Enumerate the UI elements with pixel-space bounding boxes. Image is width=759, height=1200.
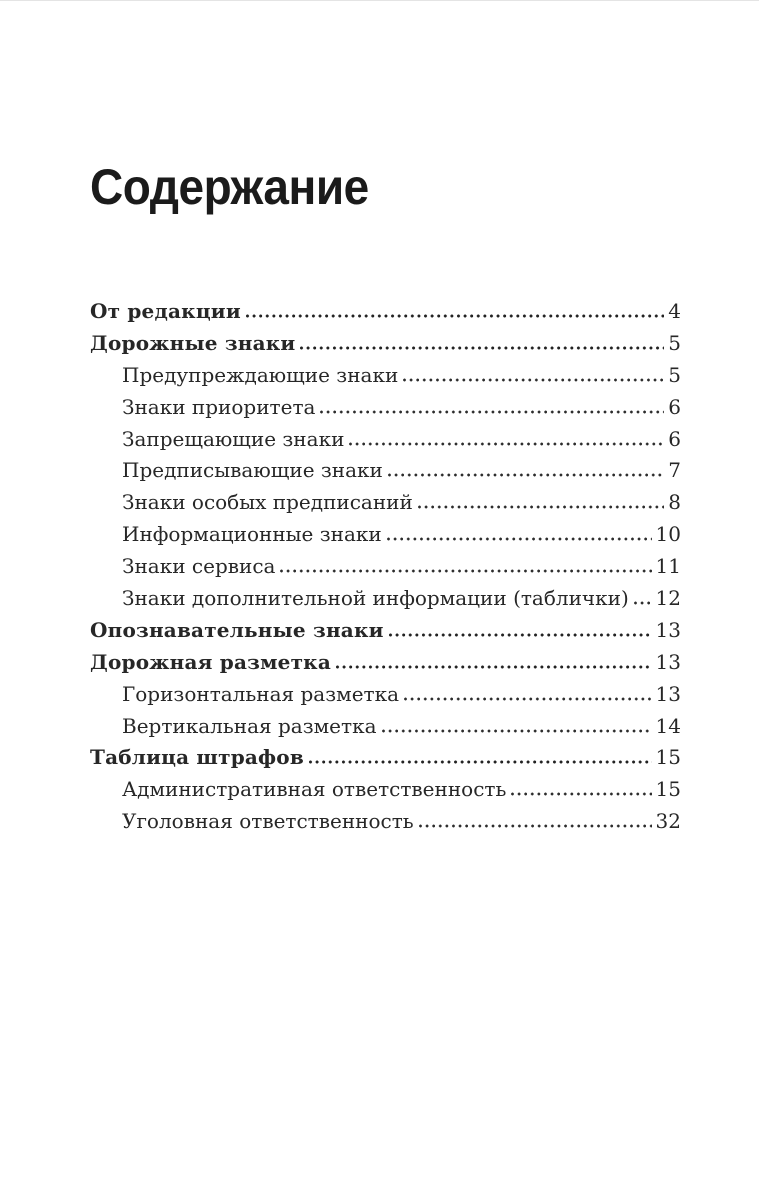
toc-entry <box>90 331 681 363</box>
toc-entry-label: Дорожная разметка <box>90 649 331 674</box>
toc-entry-label: Предупреждающие знаки <box>122 362 399 387</box>
dot-leader <box>511 792 651 796</box>
toc-entry-page-number: 15 <box>655 777 681 802</box>
dot-leader <box>388 473 664 477</box>
toc-entry-label: Опознавательные знаки <box>90 617 384 642</box>
toc-entry-page-number: 6 <box>668 394 681 419</box>
toc-entry-label: Дорожные знаки <box>90 330 296 355</box>
dot-leader <box>634 601 652 605</box>
page-top-edge-line <box>0 0 759 1</box>
toc-entry <box>90 745 681 777</box>
dot-leader <box>419 824 652 828</box>
dot-leader <box>349 442 664 446</box>
toc-entry-label: Предписывающие знаки <box>122 458 383 483</box>
dot-leader <box>280 569 651 573</box>
dot-leader <box>309 760 652 764</box>
toc-entry <box>90 299 681 331</box>
table-of-contents <box>90 299 681 841</box>
toc-entry-label: Вертикальная разметка <box>122 713 377 738</box>
toc-entry-page-number: 13 <box>655 681 681 706</box>
toc-entry <box>90 490 681 522</box>
toc-entry-label: Административная ответственность <box>122 777 507 802</box>
toc-entry <box>90 427 681 459</box>
toc-entry <box>90 522 681 554</box>
toc-entry <box>90 554 681 586</box>
dot-leader <box>320 410 664 414</box>
toc-entry-label: Уголовная ответственность <box>122 809 414 834</box>
dot-leader <box>300 346 664 350</box>
dot-leader <box>403 378 664 382</box>
toc-entry <box>90 458 681 490</box>
toc-entry-page-number: 15 <box>655 745 681 770</box>
toc-entry-label: Информационные знаки <box>122 522 382 547</box>
toc-entry-label: Знаки особых предписаний <box>122 490 413 515</box>
toc-entry-page-number: 5 <box>668 362 681 387</box>
toc-entry-page-number: 13 <box>655 649 681 674</box>
toc-entry-page-number: 12 <box>655 586 681 611</box>
toc-entry <box>90 809 681 841</box>
page-title: Содержание <box>90 159 369 215</box>
toc-entry-page-number: 32 <box>655 809 681 834</box>
toc-entry <box>90 650 681 682</box>
toc-entry-label: Знаки дополнительной информации (таблички) <box>122 586 629 611</box>
toc-entry <box>90 618 681 650</box>
toc-entry-page-number: 6 <box>668 426 681 451</box>
toc-entry-label: От редакции <box>90 299 241 323</box>
toc-entry-label: Запрещающие знаки <box>122 426 345 451</box>
toc-entry <box>90 586 681 618</box>
toc-entry-label: Горизонтальная разметка <box>122 681 400 706</box>
toc-entry <box>90 714 681 746</box>
toc-entry-page-number: 4 <box>668 299 681 323</box>
dot-leader <box>389 633 652 637</box>
toc-entry-label: Знаки приоритета <box>122 394 316 419</box>
toc-entry-label: Таблица штрафов <box>90 745 304 770</box>
dot-leader <box>246 314 664 318</box>
toc-entry <box>90 363 681 395</box>
toc-entry-page-number: 13 <box>655 617 681 642</box>
dot-leader <box>418 505 664 509</box>
dot-leader <box>387 537 652 541</box>
dot-leader <box>336 665 652 669</box>
dot-leader <box>404 697 652 701</box>
toc-entry <box>90 777 681 809</box>
toc-entry <box>90 395 681 427</box>
toc-entry <box>90 682 681 714</box>
toc-entry-page-number: 11 <box>655 554 681 579</box>
toc-entry-page-number: 8 <box>668 490 681 515</box>
toc-entry-page-number: 5 <box>668 330 681 355</box>
dot-leader <box>382 729 652 733</box>
toc-entry-page-number: 7 <box>668 458 681 483</box>
toc-entry-page-number: 14 <box>655 713 681 738</box>
toc-entry-page-number: 10 <box>655 522 681 547</box>
toc-entry-label: Знаки сервиса <box>122 554 276 579</box>
